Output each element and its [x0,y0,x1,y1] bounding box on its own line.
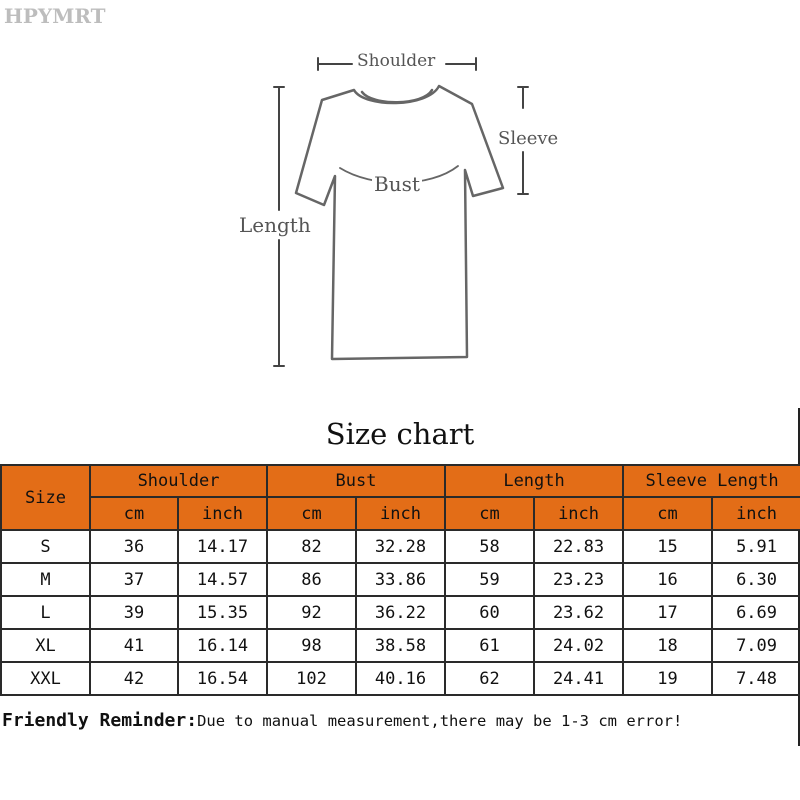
value-cell: 41 [90,629,178,662]
reminder-text: Due to manual measurement,there may be 1-3 cm error! [197,712,683,730]
table-row [1,530,800,563]
shoulder-label: Shoulder [354,53,438,70]
size-cell: XL [1,629,90,662]
table-row [1,662,800,695]
value-cell: 7.48 [712,662,800,695]
value-cell: 98 [267,629,356,662]
group-header: Bust [267,465,445,497]
unit-header: inch [534,497,623,530]
unit-header: cm [90,497,178,530]
value-cell: 15 [623,530,712,563]
value-cell: 59 [445,563,534,596]
value-cell: 22.83 [534,530,623,563]
group-header: Length [445,465,623,497]
group-header: Sleeve Length [623,465,800,497]
value-cell: 6.69 [712,596,800,629]
value-cell: 16.14 [178,629,267,662]
value-cell: 58 [445,530,534,563]
reminder-label: Friendly Reminder: [2,710,198,731]
size-cell: S [1,530,90,563]
size-chart-title: Size chart [325,417,475,451]
group-header: Shoulder [90,465,267,497]
value-cell: 42 [90,662,178,695]
size-header: Size [1,465,90,530]
bust-label: Bust [374,172,420,196]
value-cell: 24.02 [534,629,623,662]
unit-header: inch [178,497,267,530]
size-chart-table [0,464,800,696]
value-cell: 15.35 [178,596,267,629]
unit-header: cm [267,497,356,530]
sleeve-label: Sleeve [498,128,559,149]
unit-header: cm [445,497,534,530]
value-cell: 37 [90,563,178,596]
table-row [1,629,800,662]
value-cell: 40.16 [356,662,445,695]
value-cell: 92 [267,596,356,629]
length-label: Length [239,213,311,237]
size-cell: L [1,596,90,629]
table-row [1,563,800,596]
header-row-groups [1,465,800,497]
value-cell: 60 [445,596,534,629]
value-cell: 86 [267,563,356,596]
value-cell: 39 [90,596,178,629]
value-cell: 61 [445,629,534,662]
value-cell: 62 [445,662,534,695]
value-cell: 33.86 [356,563,445,596]
value-cell: 17 [623,596,712,629]
friendly-reminder [2,712,682,730]
value-cell: 14.57 [178,563,267,596]
value-cell: 102 [267,662,356,695]
value-cell: 16 [623,563,712,596]
value-cell: 23.23 [534,563,623,596]
value-cell: 36 [90,530,178,563]
unit-header: inch [356,497,445,530]
value-cell: 24.41 [534,662,623,695]
value-cell: 6.30 [712,563,800,596]
value-cell: 14.17 [178,530,267,563]
unit-header: inch [712,497,800,530]
brand-watermark: HPYMRT [4,4,106,28]
value-cell: 19 [623,662,712,695]
value-cell: 32.28 [356,530,445,563]
value-cell: 18 [623,629,712,662]
value-cell: 5.91 [712,530,800,563]
size-cell: M [1,563,90,596]
value-cell: 7.09 [712,629,800,662]
unit-header: cm [623,497,712,530]
value-cell: 23.62 [534,596,623,629]
value-cell: 36.22 [356,596,445,629]
value-cell: 38.58 [356,629,445,662]
value-cell: 82 [267,530,356,563]
value-cell: 16.54 [178,662,267,695]
size-cell: XXL [1,662,90,695]
table-row [1,596,800,629]
header-row-units [1,497,800,530]
